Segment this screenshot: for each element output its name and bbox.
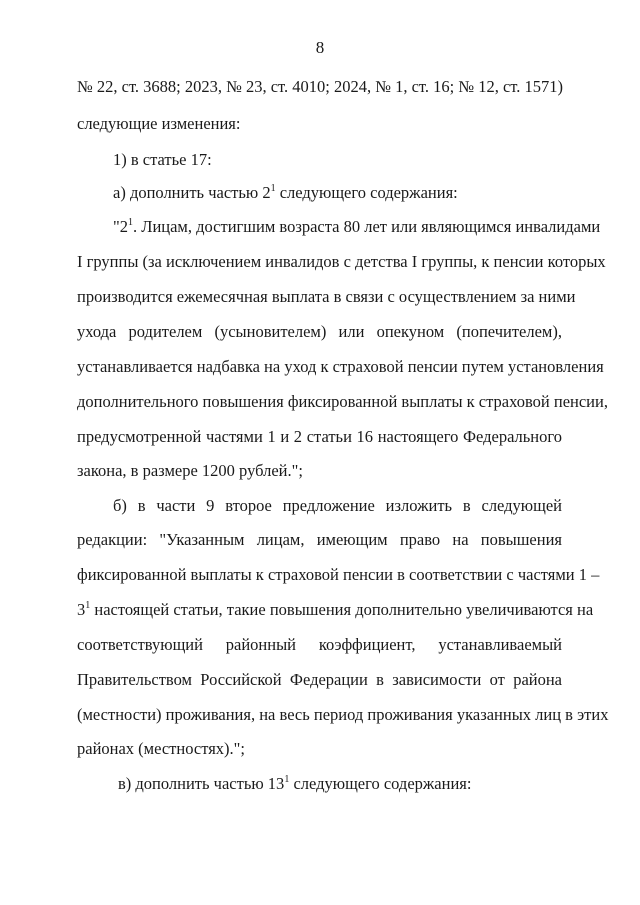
text-line: б) в части 9 второе предложение изложить в следующей bbox=[113, 496, 562, 515]
text-segment: . Лицам, достигшим возраста 80 лет или являющимся инвалидами bbox=[133, 217, 601, 236]
superscript: 1 bbox=[85, 599, 91, 611]
text-line: соответствующий районный коэффициент, устанавливаемый bbox=[77, 635, 562, 654]
superscript: 1 bbox=[270, 182, 276, 194]
text-segment: а) дополнить частью 2 bbox=[113, 183, 271, 202]
text-line bbox=[113, 216, 601, 237]
text-segment: 3 bbox=[77, 600, 86, 619]
text-segment: следующего содержания: bbox=[275, 183, 458, 202]
text-line: (местности) проживания, на весь период проживания указанных лиц в этих bbox=[77, 705, 609, 724]
text-line bbox=[118, 774, 562, 794]
text-line: ухода родителем (усыновителем) или опекуном (попечителем), bbox=[77, 322, 562, 341]
text-line: I группы (за исключением инвалидов с детства I группы, к пенсии которых bbox=[77, 252, 606, 271]
text-line: Правительством Российской Федерации в зависимости от района bbox=[77, 670, 562, 689]
text-segment: в) дополнить частью 13 bbox=[118, 774, 285, 793]
text-line: следующие изменения: bbox=[77, 114, 241, 133]
page-number: 8 bbox=[315, 38, 325, 57]
text-line: производится ежемесячная выплата в связи с осуществлением за ними bbox=[77, 287, 576, 306]
text-line: № 22, ст. 3688; 2023, № 23, ст. 4010; 2024, № 1, ст. 16; № 12, ст. 1571) bbox=[77, 77, 564, 96]
text-line: дополнительного повышения фиксированной выплаты к страховой пенсии, bbox=[77, 392, 608, 411]
text-segment: следующего содержания: bbox=[289, 774, 472, 793]
text-line bbox=[77, 599, 594, 620]
superscript: 1 bbox=[128, 216, 133, 228]
text-segment: "2 bbox=[113, 217, 128, 236]
text-line bbox=[113, 183, 562, 203]
text-line: закона, в размере 1200 рублей."; bbox=[77, 461, 303, 480]
text-line: 1) в статье 17: bbox=[113, 150, 212, 169]
superscript: 1 bbox=[284, 773, 290, 785]
text-line: предусмотренной частями 1 и 2 статьи 16 настоящего Федерального bbox=[77, 427, 562, 446]
text-line: фиксированной выплаты к страховой пенсии в соответствии с частями 1 – bbox=[77, 565, 600, 584]
text-line: устанавливается надбавка на уход к страховой пенсии путем установления bbox=[77, 357, 604, 376]
text-line: районах (местностях)."; bbox=[77, 739, 245, 758]
text-line: редакции: "Указанным лицам, имеющим право на повышения bbox=[77, 530, 562, 549]
text-segment: настоящей статьи, такие повышения дополнительно увеличиваются на bbox=[90, 600, 594, 619]
